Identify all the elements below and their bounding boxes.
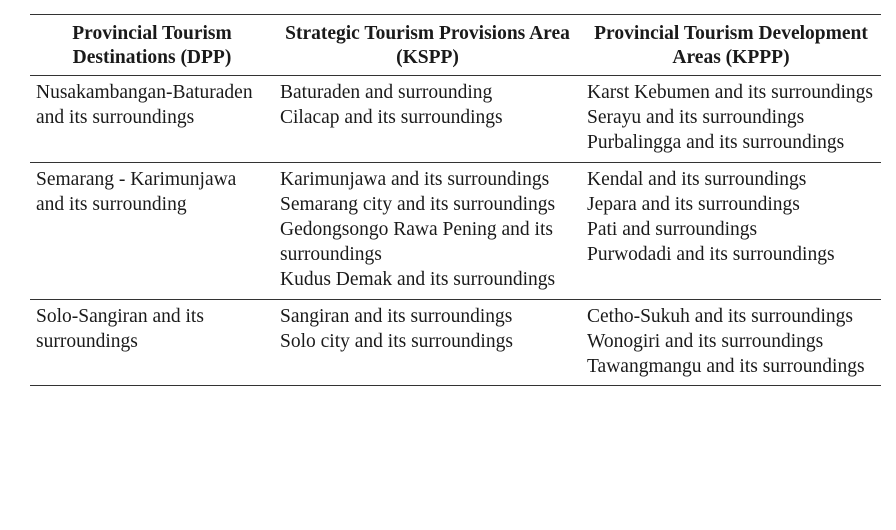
kppp-item: Serayu and its surroundings xyxy=(587,107,805,129)
tourism-areas-table-container xyxy=(30,14,881,386)
kspp-item: Sangiran and its surroundings xyxy=(280,305,513,327)
kspp-item: Karimunjawa and its surroundings xyxy=(280,168,550,190)
kppp-item: Pati and surroundings xyxy=(587,219,758,241)
kppp-item: Kendal and its surroundings xyxy=(587,168,807,190)
cell-kppp xyxy=(581,76,881,163)
cell-kspp xyxy=(274,299,581,386)
tourism-areas-table xyxy=(30,14,881,386)
kppp-item: Karst Kebumen and its surroundings xyxy=(587,82,873,103)
kppp-item: Cetho-Sukuh and its surroundings xyxy=(587,305,853,327)
table-row xyxy=(30,299,881,386)
kppp-item: Jepara and its surroundings xyxy=(587,193,800,215)
cell-dpp: Nusakambangan-Baturaden and its surroundings xyxy=(36,82,253,129)
kspp-item: Solo city and its surroundings xyxy=(280,330,513,352)
kppp-item: Purbalingga and its surroundings xyxy=(587,132,845,154)
table-header xyxy=(30,15,881,76)
cell-dpp: Semarang - Karimunjawa and its surrounding xyxy=(36,168,237,215)
header-row xyxy=(30,15,881,76)
kppp-item: Purwodadi and its surroundings xyxy=(587,244,835,266)
cell-kspp xyxy=(274,162,581,299)
kppp-item: Tawangmangu and its surroundings xyxy=(587,356,865,378)
kspp-item: Semarang city and its surroundings Gedongsongo Rawa Pening and its surroundings xyxy=(280,193,556,266)
table-row xyxy=(30,162,881,299)
kspp-item: Baturaden and surrounding xyxy=(280,82,493,103)
cell-kppp xyxy=(581,162,881,299)
kspp-item: Kudus Demak and its surroundings xyxy=(280,269,556,291)
cell-kspp xyxy=(274,76,581,163)
cell-dpp: Solo-Sangiran and its surroundings xyxy=(36,305,204,352)
header-dpp: Provincial Tourism Destinations (DPP) xyxy=(72,23,232,68)
table-row xyxy=(30,76,881,163)
header-kppp: Provincial Tourism Development Areas (KPPP) xyxy=(594,23,868,68)
kppp-item: Wonogiri and its surroundings xyxy=(587,330,824,352)
header-kspp: Strategic Tourism Provisions Area (KSPP) xyxy=(285,23,570,68)
table-body xyxy=(30,76,881,386)
kspp-item: Cilacap and its surroundings xyxy=(280,107,503,129)
cell-kppp xyxy=(581,299,881,386)
